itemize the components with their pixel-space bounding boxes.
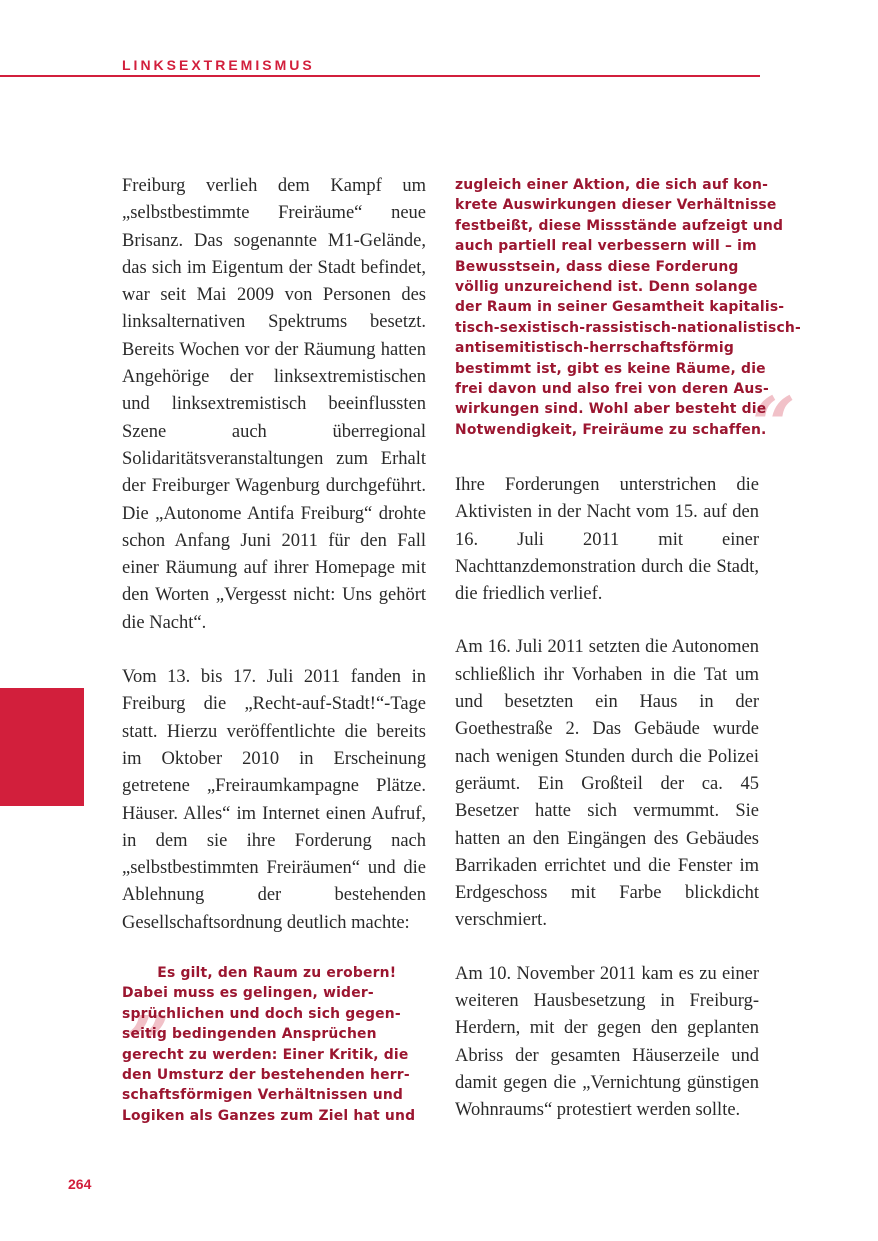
quote-close-mark: “ — [752, 380, 796, 469]
left-paragraph-2: Vom 13. bis 17. Juli 2011 fanden in Freiburg die „Recht-auf-Stadt!“-Tage statt. Hierzu veröffentlichte die bereits im Oktober 2010 in Erscheinung getretene „Freiraumkampagne Plätze. Häuser. Alles“ im Internet einen Aufruf, in dem sie ihre Forderung nach „selbstbestimmten Freiräumen“ und die Ablehnung der bestehenden Gesellschaftsordnung deutlich machte: — [122, 667, 426, 933]
right-paragraph-1: Ihre Forderungen unterstrichen die Aktivisten in der Nacht vom 15. auf den 16. Juli 2011 mit einer Nachttanzdemonstration durch die Stadt, die friedlich verlief. — [455, 475, 759, 605]
page-number: 264 — [68, 1176, 92, 1192]
header-rule — [0, 75, 760, 77]
left-paragraph-1: Freiburg verlieh dem Kampf um „selbstbestimmte Freiräume“ neue Brisanz. Das sogenannte M1-Gelände, das sich im Eigentum der Stadt befindet, war seit Mai 2009 von Personen des linksalternativen Spektrums besetzt. Bereits Wochen vor der Räumung hatten Angehörige der linksextremistischen und linksextremistisch beeinflussten Szene auch überregional Solidaritätsveranstaltungen zum Erhalt der Freiburger Wagenburg durchgeführt. Die „Autonome Antifa Freiburg“ drohte schon Anfang Juni 2011 für den Fall einer Räumung auf ihrer Homepage mit den Worten „Vergesst nicht: Uns gehört die Nacht“. — [122, 176, 426, 633]
section-title: LINKSEXTREMISMUS — [122, 57, 315, 73]
right-paragraph-2: Am 16. Juli 2011 setzten die Autonomen schließlich ihr Vorhaben in die Tat um und besetzten ein Haus in der Goethestraße 2. Das Gebäude wurde nach wenigen Stunden durch die Polizei geräumt. Ein Großteil der ca. 45 Besetzer hatte sich vermummt. Sie hatten an den Eingängen des Gebäudes Barrikaden errichtet und die Fenster im Erdgeschoss mit Farbe blickdicht verschmiert. — [455, 637, 759, 931]
left-column — [122, 173, 426, 937]
quote-open-mark: „ — [128, 956, 172, 1045]
pull-quote-top: zugleich einer Aktion, die sich auf kon- krete Auswirkungen dieser Verhältnisse festbeißt, diese Missstände aufzeigt und auch partiell real verbessern will – im Bewusstsein, dass diese Forderung völlig unzureichend ist. Denn solange der Raum in seiner Gesamtheit kapitalis- tisch-sexistisch-rassistisch-nationalistisch- antisemitistisch-herrschaftsförmig bestimmt ist, gibt es keine Räume, die frei davon und also frei von deren Aus- wirkungen sind. Wohl aber besteht die Notwendigkeit, Freiräume zu schaffen. — [455, 177, 801, 438]
right-column — [455, 472, 759, 1125]
pull-quote-bottom: Es gilt, den Raum zu erobern! Dabei muss es gelingen, wider- sprüchlichen und doch sich gegen- seitig bedingenden Ansprüchen gerecht zu werden: Einer Kritik, die den Umsturz der bestehenden herr- schaftsförmigen Verhältnissen und Logiken als Ganzes zum Ziel hat und — [122, 965, 416, 1124]
section-marker-block — [0, 688, 84, 806]
right-paragraph-3: Am 10. November 2011 kam es zu einer weiteren Hausbesetzung in Freiburg-Herdern, mit der gegen den geplanten Abriss der gesamten Häuserzeile und damit gegen die „Vernichtung günstigen Wohnraums“ protestiert werden sollte. — [455, 963, 759, 1121]
